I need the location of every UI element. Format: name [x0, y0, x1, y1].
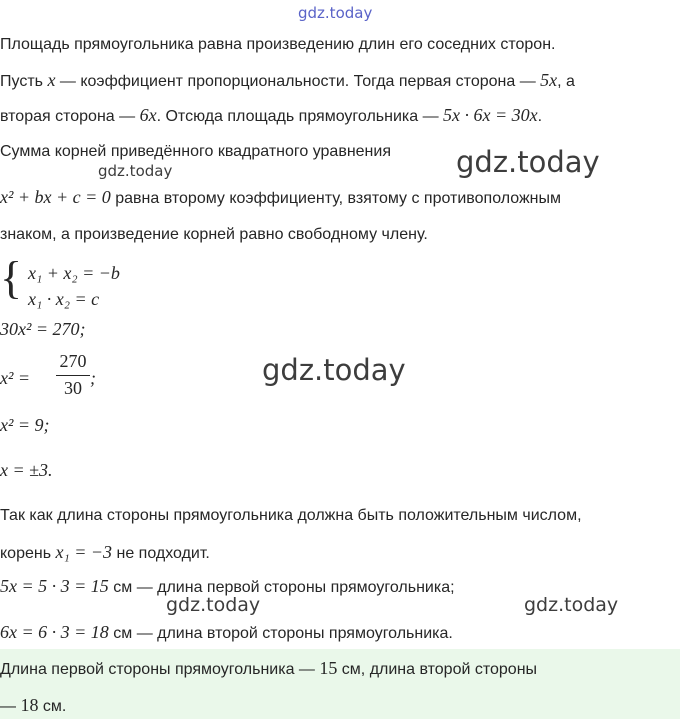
text-line: вторая сторона — 6x. Отсюда площадь прямоугольника — 5x · 6x = 30x.: [0, 105, 543, 125]
system-equation-1: x₁ + x₂ = −b: [28, 263, 120, 283]
text-line: 5x = 5 · 3 = 15 см — длина первой стороны прямоугольника;: [0, 576, 455, 596]
watermark: gdz.today: [98, 162, 173, 180]
fraction-bar: [56, 375, 90, 376]
text-line: Пусть x — коэффициент пропорциональности. Тогда первая сторона — 5x, а: [0, 70, 575, 90]
text-line: Площадь прямоугольника равна произведению длин его соседних сторон.: [0, 36, 556, 53]
watermark: gdz.today: [456, 145, 600, 179]
system-brace: {: [0, 252, 23, 303]
text-line: Так как длина стороны прямоугольника должна быть положительным числом,: [0, 507, 582, 524]
text-line: знаком, а произведение корней равно свободному члену.: [0, 226, 428, 243]
watermark: gdz.today: [166, 594, 261, 616]
fraction-denominator: 30: [64, 378, 82, 398]
watermark: gdz.today: [524, 594, 619, 616]
text-line: x² + bx + c = 0 равна второму коэффициенту, взятому с противоположным: [0, 187, 562, 207]
equation: x² =: [0, 368, 31, 388]
text-line: корень x₁ = −3 не подходит.: [0, 542, 210, 562]
fraction-numerator: 270: [59, 351, 87, 371]
text-line: 6x = 6 · 3 = 18 см — длина второй стороны прямоугольника.: [0, 622, 453, 642]
equation: x² = 9;: [0, 415, 50, 435]
watermark: gdz.today: [298, 4, 373, 22]
fraction: [56, 351, 90, 399]
equation: 30x² = 270;: [0, 319, 86, 339]
system-equation-2: x₁ · x₂ = c: [28, 289, 100, 309]
text-line: Сумма корней приведённого квадратного уравнения: [0, 143, 391, 160]
equation-semicolon: ;: [90, 368, 96, 388]
equation: x = ±3.: [0, 460, 53, 480]
watermark: gdz.today: [262, 353, 406, 387]
answer-line: Длина первой стороны прямоугольника — 15 см, длина второй стороны: [0, 658, 538, 678]
answer-line: — 18 см.: [0, 695, 67, 715]
